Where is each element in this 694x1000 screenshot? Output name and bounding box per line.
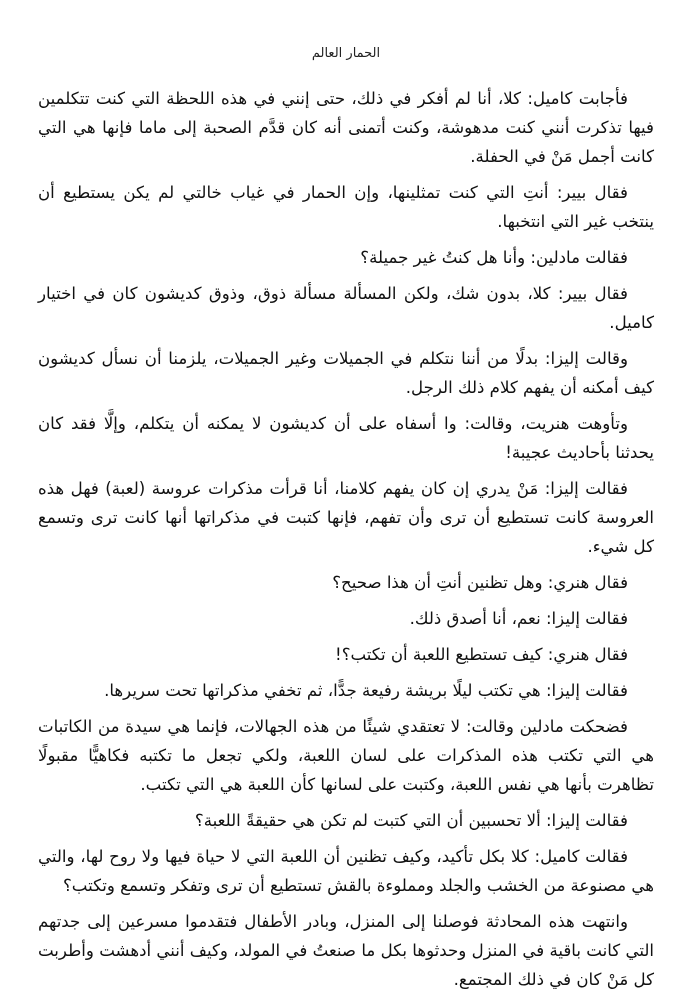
paragraph-14: فقالت كاميل: كلا بكل تأكيد، وكيف تظنين أن اللعبة التي لا حياة فيها ولا روح لها، والتي هي مصنوعة من الخشب والجلد ومملوءة بالقش تستطيع أن ترى وتفكر وتسمع وتكتب؟ — [38, 847, 654, 895]
paragraph-15: وانتهت هذه المحادثة فوصلنا إلى المنزل، وبادر الأطفال فتقدموا مسرعين إلى جدتهم التي كانت باقية في المنزل وحدثوها بكل ما صنعتُ في المولد، وكيف أنني أدهشت وأطربت كل مَنْ كان في ذلك المجتمع. — [38, 912, 654, 989]
paragraph-10: فقال هنري: كيف تستطيع اللعبة أن تكتب؟! — [335, 645, 628, 664]
paragraph-11: فقالت إليزا: هي تكتب ليلًا بريشة رفيعة جدًّا، ثم تخفي مذكراتها تحت سريرها. — [104, 681, 628, 700]
paragraph-7: فقالت إليزا: مَنْ يدري إن كان يفهم كلامنا، أنا قرأت مذكرات عروسة (لعبة) فهل هذه العروسة كانت تستطيع أن ترى وأن تفهم، فإنها كتبت في مذكراتها أنها كانت ترى وتسمع كل شيء. — [38, 479, 654, 556]
paragraph-4: فقال بيير: كلا، بدون شك، ولكن المسألة مسألة ذوق، وذوق كديشون كان في اختيار كاميل. — [38, 284, 654, 332]
paragraph-3: فقالت مادلين: وأنا هل كنتُ غير جميلة؟ — [360, 248, 628, 267]
paragraph-6: وتأوهت هنريت، وقالت: وا أسفاه على أن كديشون لا يمكنه أن يتكلم، وإلَّا فقد كان يحدثنا بأحاديث عجيبة! — [38, 414, 654, 462]
running-header-title: الحمار العالم — [311, 46, 381, 61]
paragraph-2: فقال بيير: أنتِ التي كنت تمثلينها، وإن الحمار في غياب خالتي لم يكن يستطيع أن ينتخب غير التي انتخبها. — [38, 183, 654, 231]
paragraph-1: فأجابت كاميل: كلا، أنا لم أفكر في ذلك، حتى إنني في هذه اللحظة التي كنت تتكلمين فيها تذكرت أنني كنت مدهوشة، وكنت أتمنى أنه كان قدَّم الصحبة إلى ماما فإنها هي التي كانت أجمل مَنْ في الحفلة. — [38, 89, 654, 166]
paragraph-5: وقالت إليزا: بدلًا من أننا نتكلم في الجميلات وغير الجميلات، يلزمنا أن نسأل كديشون كيف أمكنه أن يفهم كلام ذلك الرجل. — [38, 349, 654, 397]
paragraph-12: فضحكت مادلين وقالت: لا تعتقدي شيئًا من هذه الجهالات، فإنما هي سيدة من الكاتبات هي التي تكتب هذه المذكرات على لسان اللعبة، ولكي تجعل ما تكتبه فكاهيًّا مقبولًا تظاهرت بأنها هي نفس اللعبة، وكتبت على لسانها كأن اللعبة هي التي تكتب. — [38, 717, 654, 794]
paragraph-9: فقالت إليزا: نعم، أنا أصدق ذلك. — [409, 609, 628, 628]
paragraph-8: فقال هنري: وهل تظنين أنتِ أن هذا صحيح؟ — [332, 573, 628, 592]
body-text — [38, 84, 654, 994]
paragraph-13: فقالت إليزا: ألا تحسبين أن التي كتبت لم تكن هي حقيقةً اللعبة؟ — [194, 811, 628, 830]
